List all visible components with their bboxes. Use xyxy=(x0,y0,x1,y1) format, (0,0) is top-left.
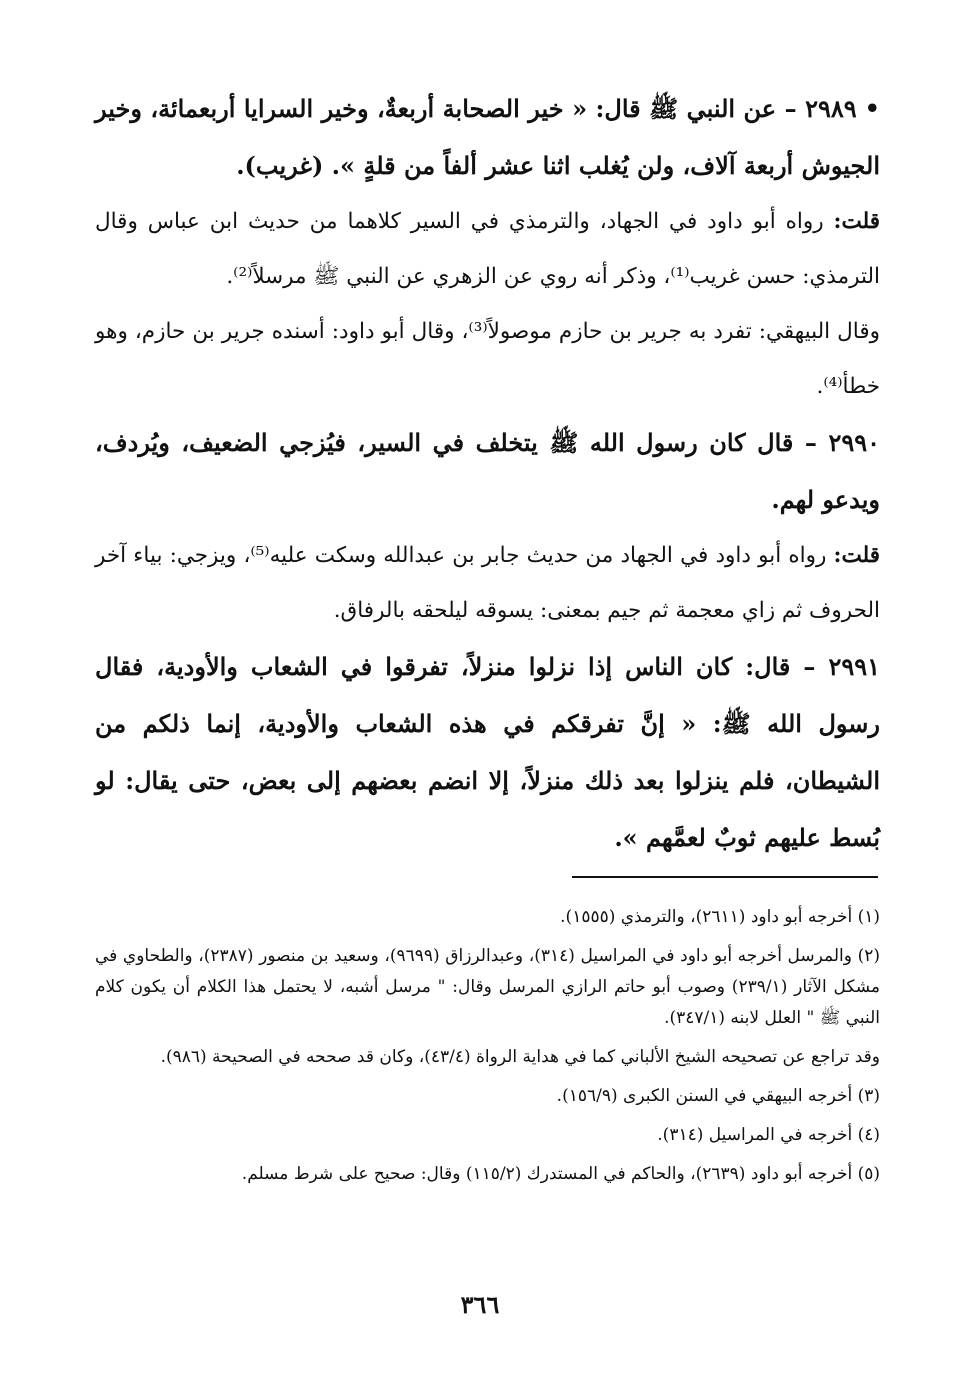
hadith-2991-text: ٢٩٩١ – قال: كان الناس إذا نزلوا منزلاً، تفرقوا في الشعاب والأودية، فقال رسول الله ﷺ: « إنَّ تفرقكم في هذه الشعاب والأودية، إنما ذلكم من الشيطان، فلم ينزلوا بعد ذلك منزلاً، إلا انضم بعضهم إلى بعض، حتى يقال: لو بُسط عليهم ثوبٌ لعمَّهم ». xyxy=(95,652,880,852)
footnote-3: (٣) أخرجه البيهقي في السنن الكبرى (١٥٦/٩). xyxy=(556,1086,880,1106)
note-2989-a xyxy=(95,194,880,304)
footnote-5: (٥) أخرجه أبو داود (٢٦٣٩)، والحاكم في المستدرك (١١٥/٢) وقال: صحيح على شرط مسلم. xyxy=(241,1164,880,1184)
page-number: ٣٦٦ xyxy=(460,1290,500,1319)
note-2990-text: رواه أبو داود في الجهاد من حديث جابر بن عبدالله وسكت عليه⁽⁵⁾، ويزجي: بياء آخر الحروف ثم زاي معجمة ثم جيم بمعنى: يسوقه ليلحقه بالرفاق. xyxy=(95,543,880,623)
note-lead: قلت: xyxy=(833,209,880,234)
note-2989-b xyxy=(95,304,880,414)
footnote-separator xyxy=(572,876,878,878)
note-2989-b-text: وقال البيهقي: تفرد به جرير بن حازم موصولاً⁽³⁾، وقال أبو داود: أسنده جرير بن حازم، وهو خطأ⁽⁴⁾. xyxy=(95,319,880,399)
hadith-2991 xyxy=(95,638,880,866)
hadith-2990-text: ٢٩٩٠ – قال كان رسول الله ﷺ يتخلف في السير، فيُزجي الضعيف، ويُردف، ويدعو لهم. xyxy=(95,428,880,514)
main-text xyxy=(95,80,880,866)
note-2990 xyxy=(95,528,880,638)
hadith-2989 xyxy=(95,80,880,194)
footnotes xyxy=(95,902,880,1198)
hadith-2989-text: ٢٩٨٩ – عن النبي ﷺ قال: « خير الصحابة أربعةٌ، وخير السرايا أربعمائة، وخير الجيوش أربعة آلاف، ولن يُغلب اثنا عشر ألفاً من قلةٍ ». (غريب). xyxy=(95,94,880,180)
footnote-2: (٢) والمرسل أخرجه أبو داود في المراسيل (٣١٤)، وعبدالرزاق (٩٦٩٩)، وسعيد بن منصور (٢٣٨٧)، والطحاوي في مشكل الآثار (٢٣٩/١) وصوب أبو حاتم الرازي المرسل وقال: " مرسل أشبه، لا يحتمل هذا الكلام أن يكون كلام النبي ﷺ " العلل لابنه (٣٤٧/١). xyxy=(95,946,881,1028)
note-lead: قلت: xyxy=(833,543,880,568)
hadith-2990 xyxy=(95,414,880,528)
footnote-1: (١) أخرجه أبو داود (٢٦١١)، والترمذي (١٥٥٥). xyxy=(560,907,880,927)
bullet-marker: • xyxy=(864,94,880,123)
note-2989-a-text: رواه أبو داود في الجهاد، والترمذي في السير كلاهما من حديث ابن عباس وقال الترمذي: حسن غريب⁽¹⁾، وذكر أنه روي عن الزهري عن النبي ﷺ مرسلاً⁽²⁾. xyxy=(95,209,880,289)
footnote-4: (٤) أخرجه في المراسيل (٣١٤). xyxy=(657,1125,880,1145)
footnote-2-continuation: وقد تراجع عن تصحيحه الشيخ الألباني كما في هداية الرواة (٤٣/٤)، وكان قد صححه في الصحيحة (٩٨٦). xyxy=(160,1047,880,1067)
